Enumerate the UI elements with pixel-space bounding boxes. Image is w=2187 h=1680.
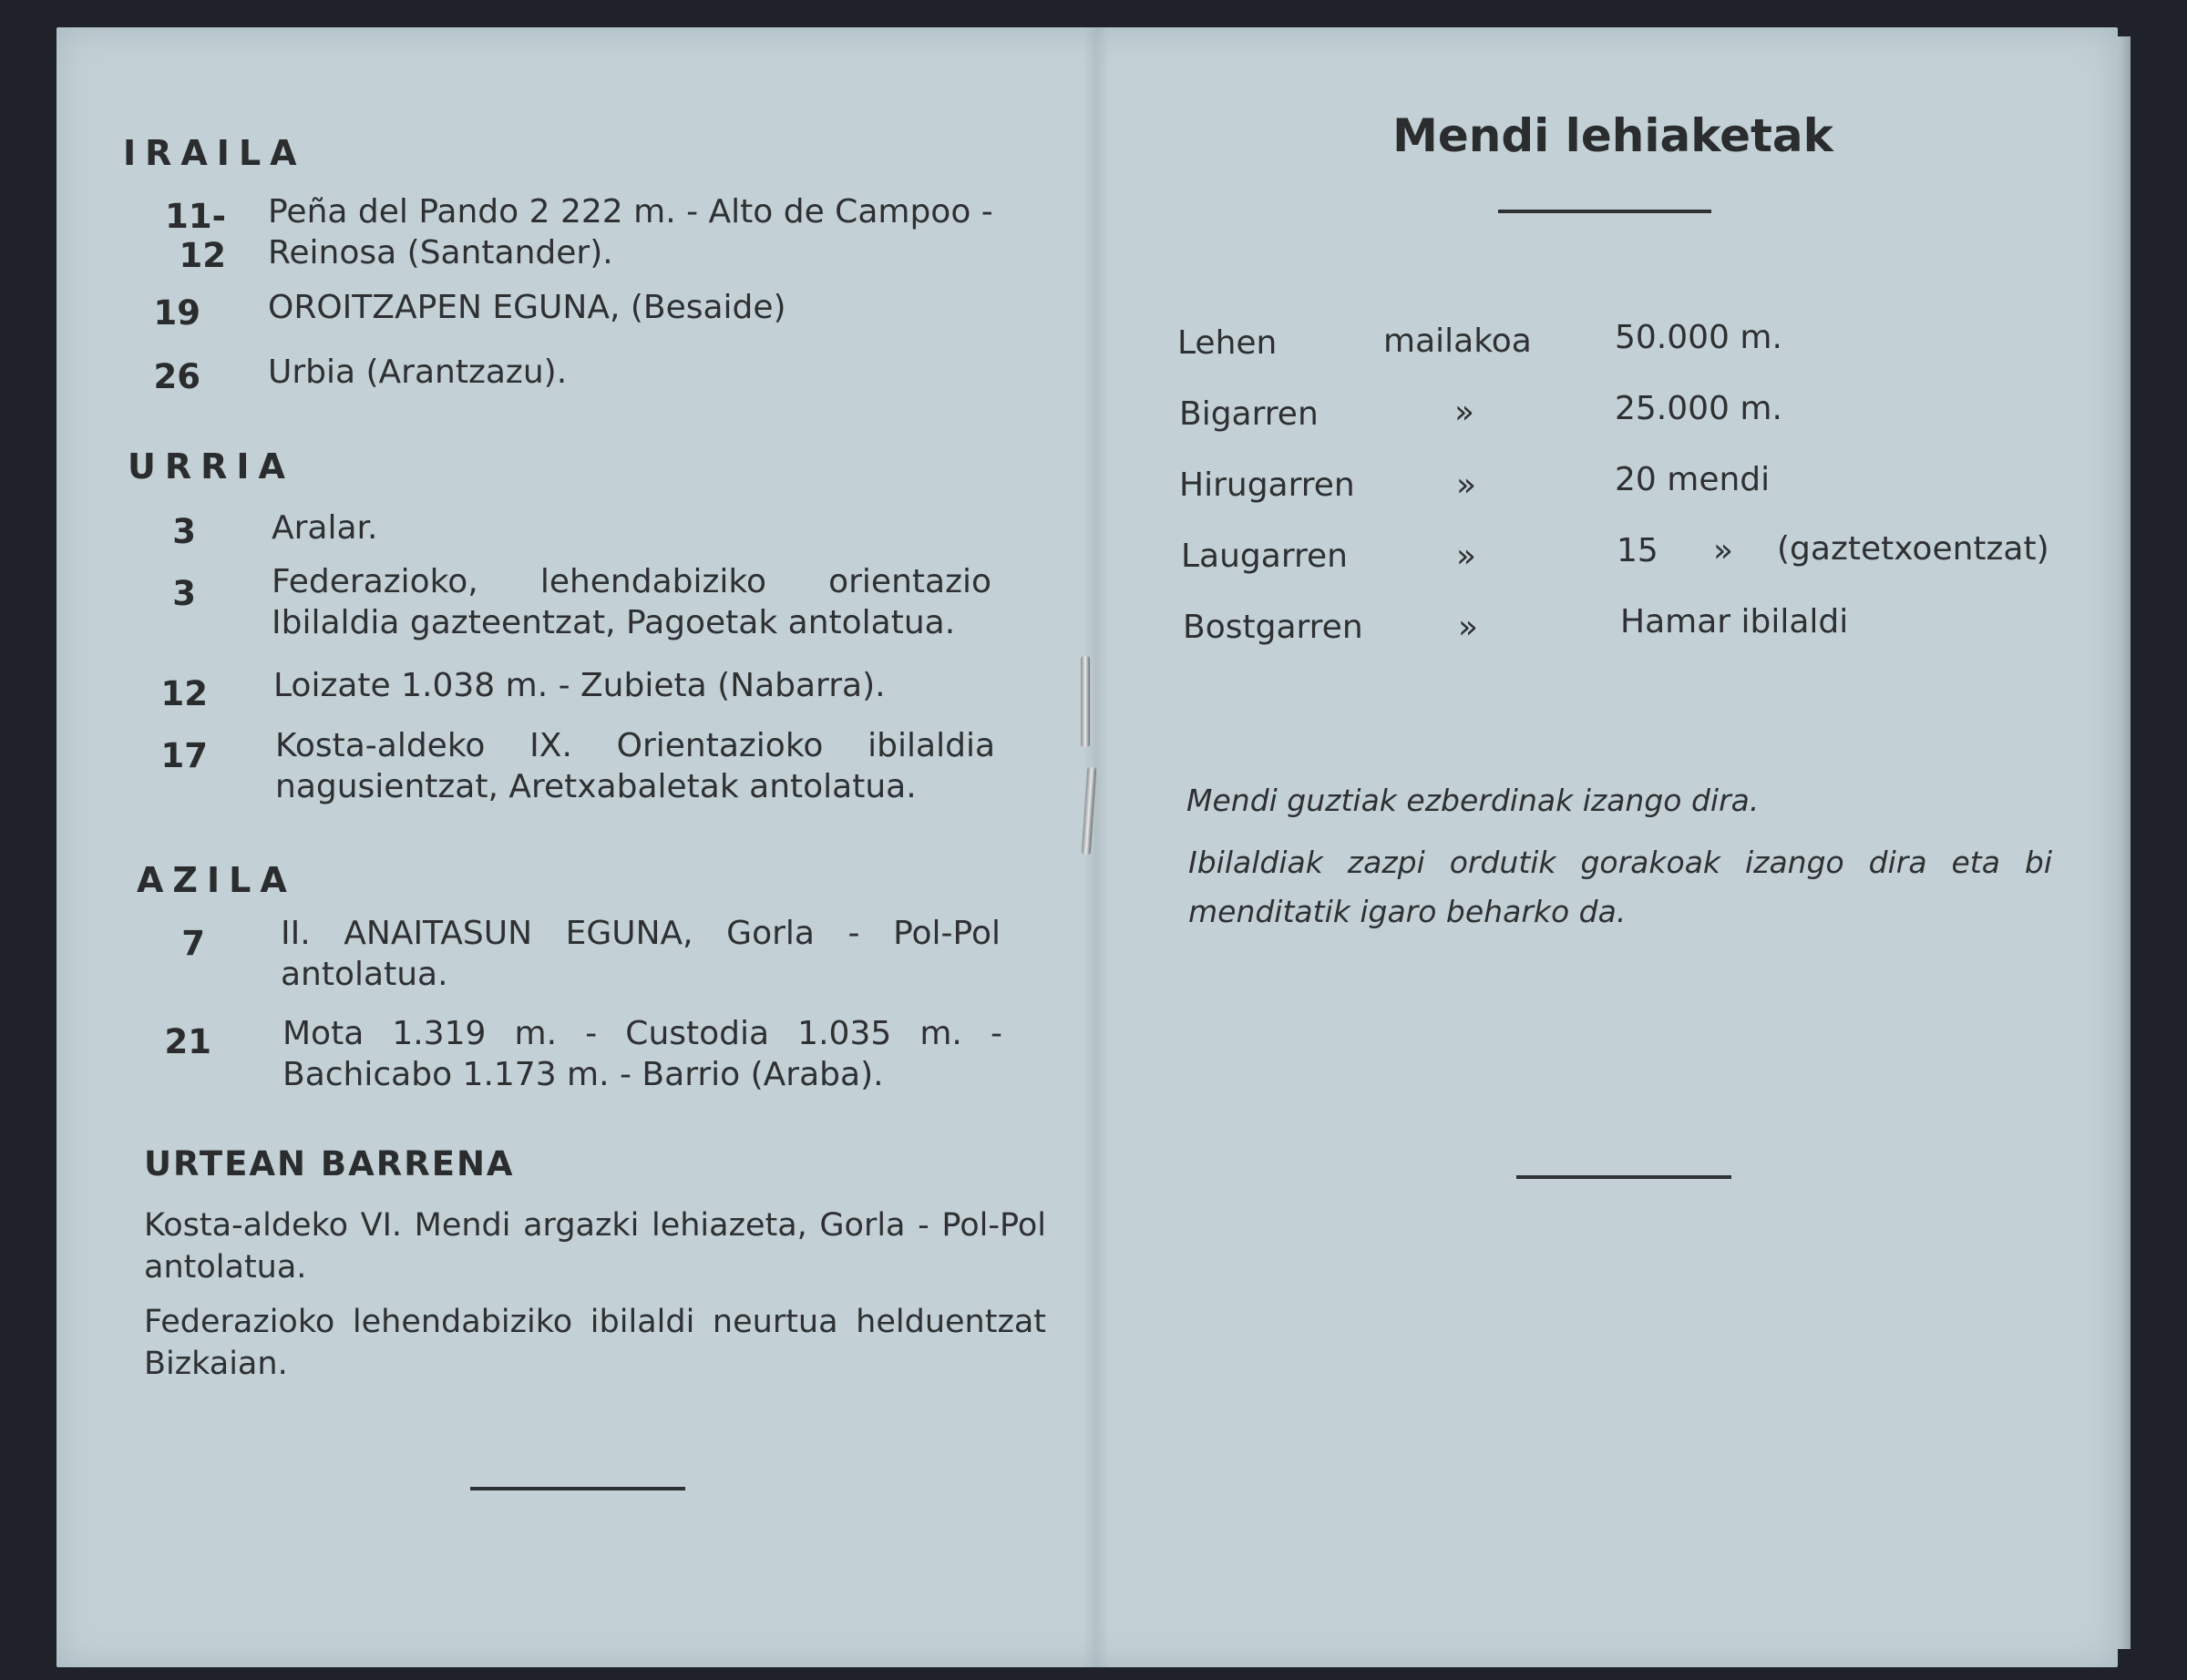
level-requirement: 25.000 m.: [1615, 390, 1782, 427]
staple-top: [1081, 656, 1090, 747]
event-text: Federazioko, lehendabiziko orientazio Ibilaldia gazteentzat, Pagoetak antolatua.: [272, 563, 991, 641]
event-text: Aralar.: [272, 509, 378, 547]
month-heading-iraila: IRAILA: [123, 133, 306, 173]
level-ditto: »: [1713, 532, 1734, 569]
level-category: mailakoa: [1383, 323, 1532, 360]
page-edge: [2118, 36, 2131, 1649]
level-name: Laugarren: [1181, 538, 1348, 575]
level-category: »: [1454, 394, 1475, 431]
level-category: »: [1456, 466, 1477, 504]
event-day: 3: [172, 512, 196, 551]
event-day: 7: [181, 924, 205, 963]
divider-rule: [470, 1487, 685, 1490]
event-day: 26: [153, 357, 200, 396]
event-day: 21: [164, 1022, 211, 1061]
event-text: Mota 1.319 m. - Custodia 1.035 m. - Bachicabo 1.173 m. - Barrio (Araba).: [282, 1015, 1002, 1093]
title-underline: [1498, 210, 1711, 213]
level-category: »: [1458, 609, 1479, 646]
event-day: 12: [160, 674, 208, 713]
divider-rule: [1516, 1175, 1731, 1179]
note-text: Mendi guztiak ezberdinak izango dira.: [1186, 783, 1760, 818]
level-requirement: 15: [1617, 532, 1658, 569]
event-text: Loizate 1.038 m. - Zubieta (Nabarra).: [273, 667, 886, 704]
level-name: Lehen: [1177, 324, 1278, 362]
event-day: 11-12: [165, 197, 226, 275]
level-name: Bigarren: [1179, 395, 1319, 433]
level-requirement: 20 mendi: [1615, 461, 1771, 498]
event-day: 17: [160, 736, 208, 775]
level-category: »: [1456, 538, 1477, 575]
note-text: Ibilaldiak zazpi ordutik gorakoak izango dira eta bi menditatik igaro beharko da.: [1188, 845, 2052, 929]
page-title: Mendi lehiaketak: [1392, 109, 1833, 162]
event-text: OROITZAPEN EGUNA, (Besaide): [268, 289, 786, 326]
event-text: II. ANAITASUN EGUNA, Gorla - Pol-Pol antolatua.: [281, 915, 1001, 993]
level-name: Bostgarren: [1183, 609, 1363, 646]
year-paragraph: Kosta-aldeko VI. Mendi argazki lehiazeta, Gorla - Pol-Pol antolatua.: [144, 1207, 1046, 1286]
month-heading-azila: AZILA: [137, 860, 296, 900]
event-text: Urbia (Arantzazu).: [268, 353, 568, 391]
year-paragraph: Federazioko lehendabiziko ibilaldi neurtua helduentzat Bizkaian.: [144, 1304, 1046, 1382]
event-text: Kosta-aldeko IX. Orientazioko ibilaldia nagusientzat, Aretxabaletak antolatua.: [275, 727, 995, 805]
month-heading-urria: URRIA: [128, 446, 294, 487]
level-requirement: Hamar ibilaldi: [1620, 603, 1849, 640]
event-text: Peña del Pando 2 222 m. - Alto de Campoo - Reinosa (Santander).: [268, 193, 993, 271]
event-day: 19: [153, 293, 200, 333]
level-extra: (gaztetxoentzat): [1777, 530, 2049, 568]
level-name: Hirugarren: [1179, 466, 1355, 504]
section-heading-urtean-barrena: URTEAN BARRENA: [144, 1144, 515, 1183]
level-requirement: 50.000 m.: [1615, 319, 1782, 356]
event-day: 3: [172, 574, 196, 613]
